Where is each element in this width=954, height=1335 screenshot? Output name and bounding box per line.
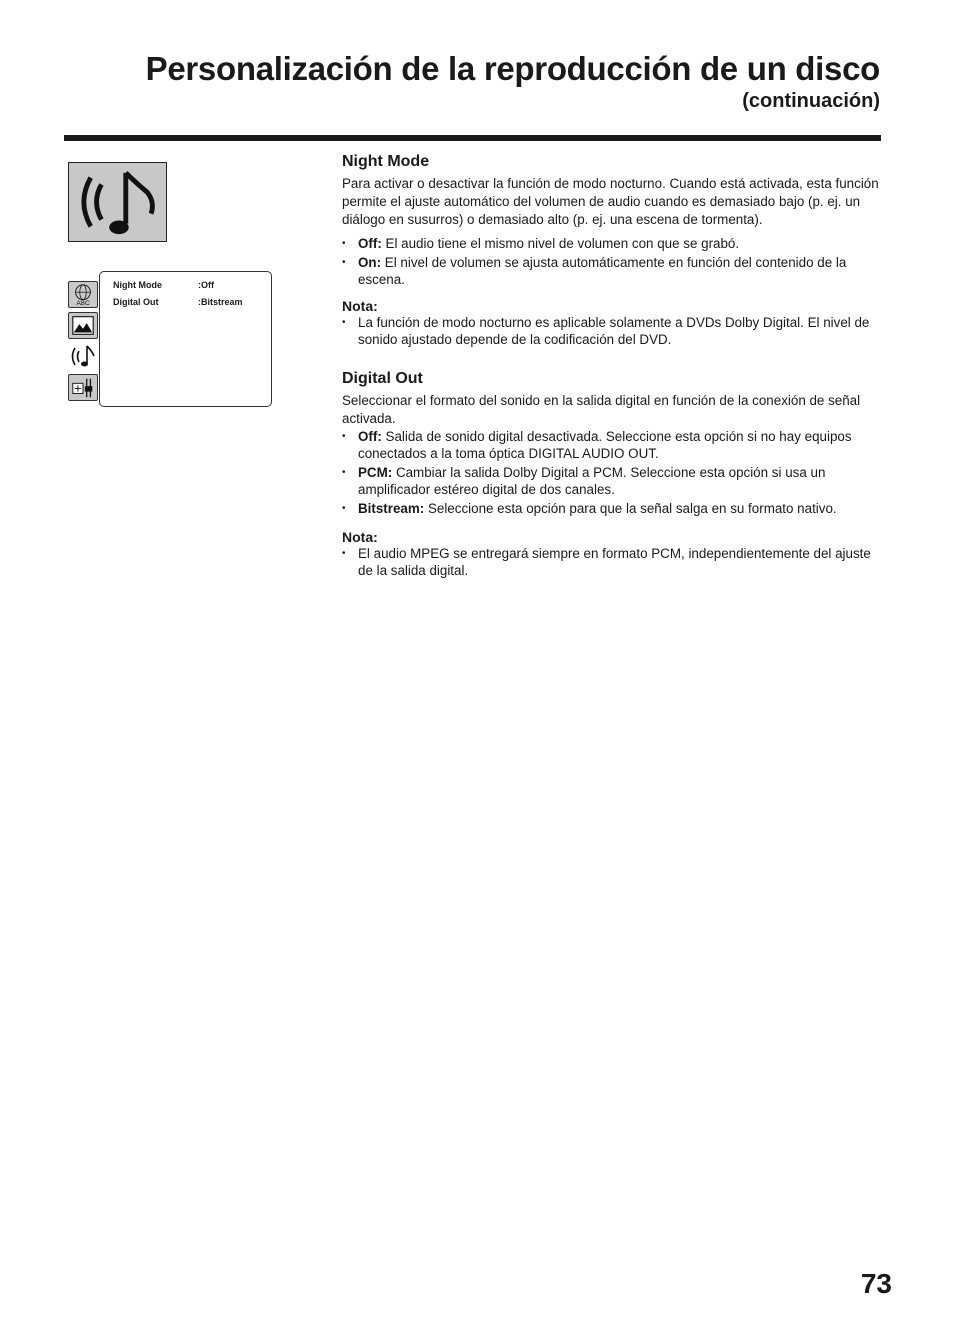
option-text: Seleccione esta opción para que la señal salga en su formato nativo. xyxy=(424,501,837,516)
audio-note-icon xyxy=(68,343,98,370)
osd-menu-icons xyxy=(68,281,100,405)
section-heading: Digital Out xyxy=(342,370,423,387)
option-list xyxy=(342,428,887,517)
page-subtitle: (continuación) xyxy=(742,90,880,112)
night-mode-audio-icon xyxy=(68,162,167,242)
option-list xyxy=(342,235,887,288)
svg-text:ABC: ABC xyxy=(76,300,90,307)
option-text: El nivel de volumen se ajusta automáticamente en función del contenido de la escena. xyxy=(358,255,847,287)
content-column xyxy=(342,153,887,581)
list-item xyxy=(342,428,887,462)
option-term: Off: xyxy=(358,236,382,251)
osd-row-night-mode[interactable] xyxy=(113,280,214,290)
list-item xyxy=(342,235,887,252)
note-list xyxy=(342,545,887,579)
language-abc-icon xyxy=(68,281,98,308)
option-text: Salida de sonido digital desactivada. Seleccione esta opción si no hay equipos conectados a la toma óptica DIGITAL AUDIO OUT. xyxy=(358,429,852,461)
page-number: 73 xyxy=(860,1268,892,1299)
list-item xyxy=(342,464,887,498)
digital-out-section xyxy=(342,370,887,579)
list-item xyxy=(342,254,887,288)
list-item xyxy=(342,500,887,517)
section-intro: Seleccionar el formato del sonido en la salida digital en función de la conexión de señal activada. xyxy=(342,393,861,426)
option-text: Cambiar la salida Dolby Digital a PCM. Seleccione esta opción si usa un amplificador estéreo digital de dos canales. xyxy=(358,465,826,497)
list-item: • La función de modo nocturno es aplicable solamente a DVDs Dolby Digital. El nivel de sonido ajustado depende de la codificación del DVD. xyxy=(342,314,887,348)
option-text: El audio tiene el mismo nivel de volumen con que se grabó. xyxy=(381,236,740,251)
osd-row-value: :Off xyxy=(198,280,214,290)
option-term: On: xyxy=(358,255,382,270)
osd-row-value: :Bitstream xyxy=(198,297,243,307)
osd-row-digital-out[interactable] xyxy=(113,297,243,307)
note-label: Nota: xyxy=(342,298,378,314)
osd-row-label: Digital Out xyxy=(113,297,159,307)
night-mode-section xyxy=(342,153,887,348)
option-term: Bitstream: xyxy=(358,501,425,516)
note-label: Nota: xyxy=(342,529,378,545)
osd-row-label: Night Mode xyxy=(113,280,162,290)
header-rule xyxy=(64,135,881,141)
note-list xyxy=(342,314,887,348)
section-heading: Night Mode xyxy=(342,153,430,170)
section-intro: Para activar o desactivar la función de modo nocturno. Cuando está activada, esta función permite el ajuste automático del volumen de audio cuando es demasiado bajo (p. ej. un diálogo en susurros) o demasiado alto (p. ej. una escena de tormenta). xyxy=(342,176,879,227)
list-item: • El audio MPEG se entregará siempre en formato PCM, independientemente del ajuste de la salida digital. xyxy=(342,545,887,579)
osd-menu-panel xyxy=(99,271,272,407)
option-term: Off: xyxy=(358,429,382,444)
page-title: Personalización de la reproducción de un disco xyxy=(145,50,880,87)
picture-icon xyxy=(68,312,98,339)
setup-tools-icon xyxy=(68,374,98,401)
option-term: PCM: xyxy=(358,465,393,480)
